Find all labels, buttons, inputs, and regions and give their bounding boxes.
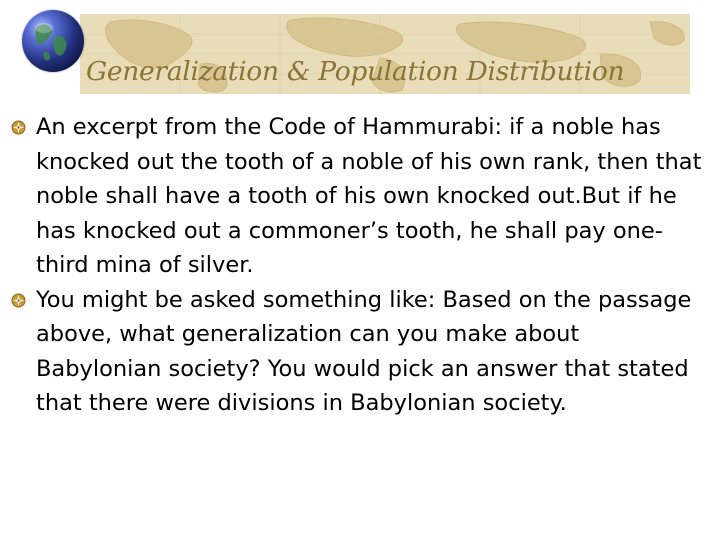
bullet-text: You might be asked something like: Based on the passage above, what generalization can you make about Babylonian society? You would pick an answer that stated that there were divisions in Babylonian society. [36,286,692,416]
globe-icon [22,10,84,72]
bullet-text: An excerpt from the Code of Hammurabi: if a noble has knocked out the tooth of a noble of his own rank, then that noble shall have a tooth of his own knocked out.But if he has knocked out a commoner’s tooth, he shall pay one-third mina of silver. [36,114,702,278]
compass-bullet-icon [11,120,26,135]
bullet-item-question-example [8,283,708,421]
bullet-item-hammurabi-excerpt [8,110,708,283]
slide-title: Generalization & Population Distribution [86,56,625,87]
bullet-list [8,110,708,421]
compass-bullet-icon [11,293,26,308]
